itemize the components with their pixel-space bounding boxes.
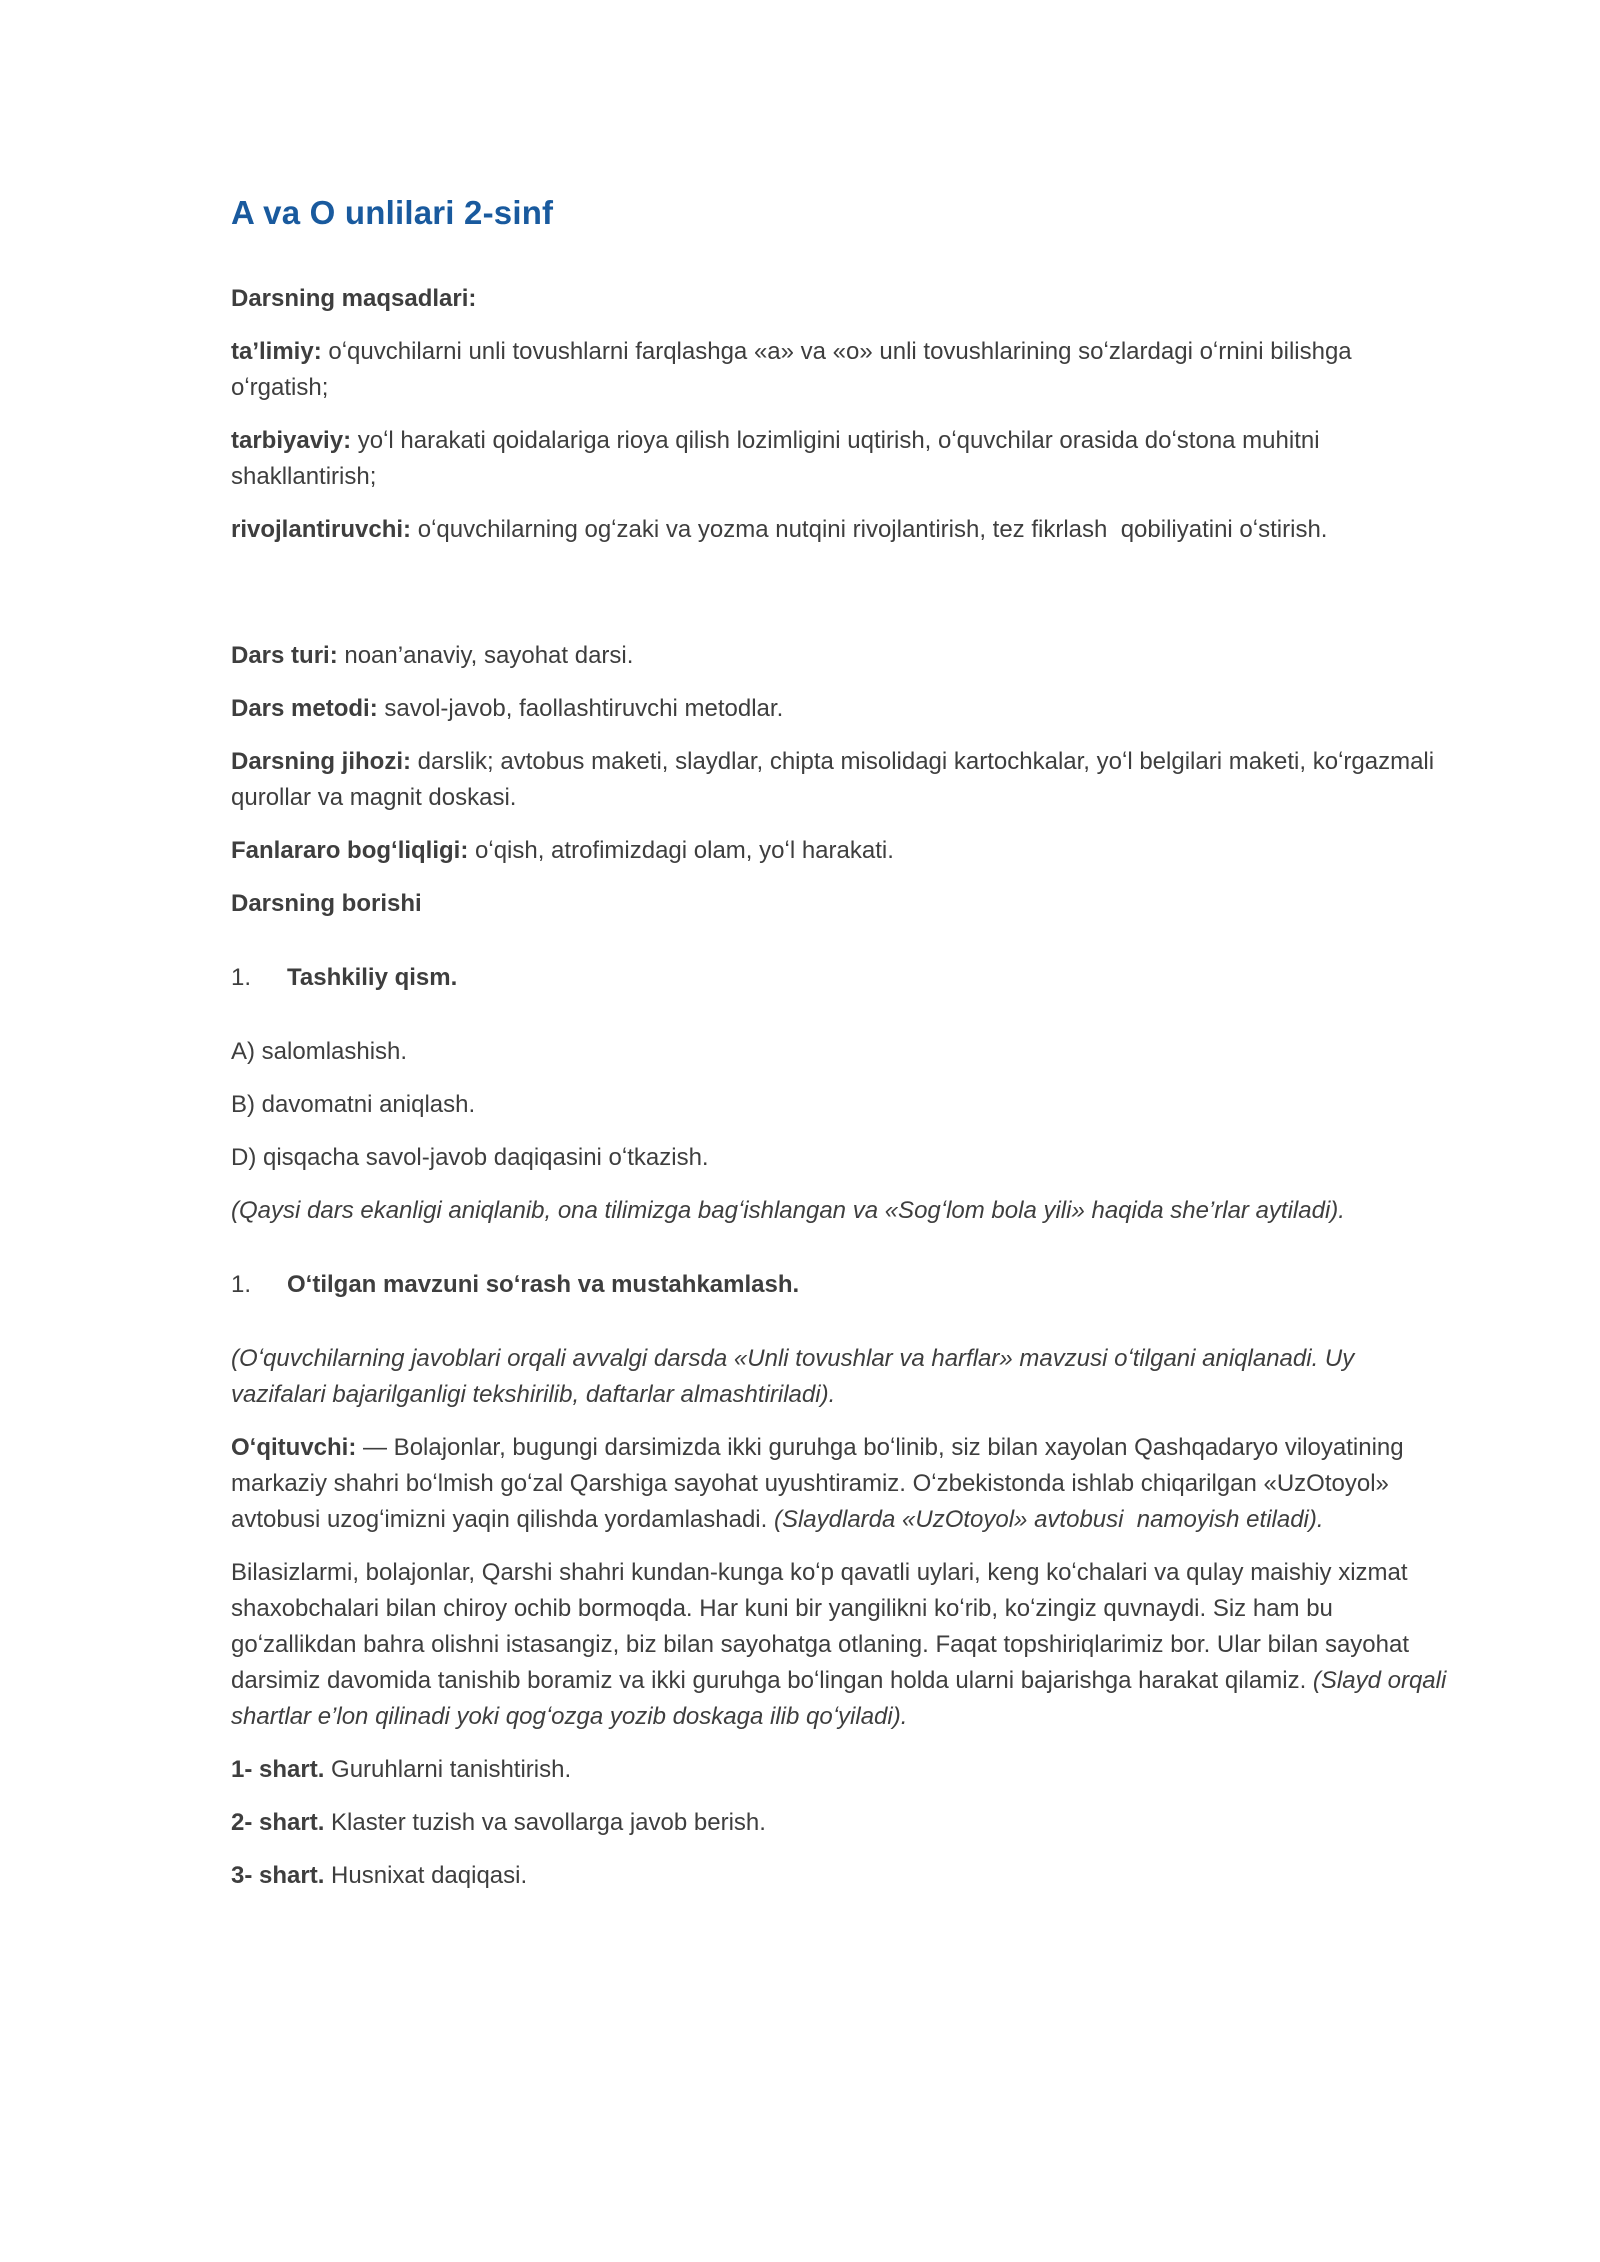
list-label: Tashkiliy qism. [287,964,458,991]
paragraph-talimiy [231,334,1450,406]
step-d: D) qisqacha savol-javob daqiqasini oʻtkazish. [231,1144,709,1171]
rivojlantiruvchi-text: oʻquvchilarning ogʻzaki va yozma nutqini rivojlantirish, tez fikrlash qobiliyatini oʻstirish. [411,516,1328,543]
list-number: 1. [231,964,252,991]
teacher-label: Oʻqituvchi: [231,1434,357,1461]
dars-turi-label: Dars turi: [231,642,338,669]
condition-2-text: Klaster tuzish va savollarga javob berish. [324,1809,766,1836]
list-number: 1. [231,1271,252,1298]
step-a: A) salomlashish. [231,1038,408,1065]
tarbiyaviy-text: yoʻl harakati qoidalariga rioya qilish lozimligini uqtirish, oʻquvchilar orasida doʻstona muhitni shakllantirish; [231,427,1320,490]
fanlararo-label: Fanlararo bogʻliqligi: [231,837,469,864]
talimiy-label: ta’limiy: [231,338,322,365]
list-item-tashkiliy-qism [231,960,1450,996]
dars-jihozi-text: darslik; avtobus maketi, slaydlar, chipta misolidagi kartochkalar, yoʻl belgilari maketi, koʻrgazmali qurollar va magnit doskasi. [231,748,1435,811]
note-paragraph-2: (Oʻquvchilarning javoblari orqali avvalgi darsda «Unli tovushlar va harflar» mavzusi oʻtilgani aniqlanadi. Uy vazifalari bajarilganligi tekshirilib, daftarlar almashtiriladi). [231,1345,1355,1408]
step-b: B) davomatni aniqlash. [231,1091,476,1118]
paragraph-tarbiyaviy [231,423,1450,495]
paragraph-dars-jihozi [231,744,1450,816]
fanlararo-text: oʻqish, atrofimizdagi olam, yoʻl harakati. [468,837,894,864]
teacher-text: — Bolajonlar, bugungi darsimizda ikki guruhga boʻlinib, siz bilan xayolan Qashqadaryo viloyatining markaziy shahri boʻlmish goʻzal Qarshiga sayohat uyushtiramiz. Oʻzbekistonda ishlab chiqarilgan «UzOtoyol» avtobusi uzogʻimizni yaqin qilishda yordamlashadi. [231,1434,1404,1533]
talimiy-text: oʻquvchilarni unli tovushlarni farqlashga «a» va «o» unli tovushlarining soʻzlardagi oʻrnini bilishga oʻrgatish; [231,338,1352,401]
list-item-otilgan-mavzu [231,1267,1450,1303]
dars-metodi-label: Dars metodi: [231,695,378,722]
paragraph-rivojlantiruvchi [231,512,1450,548]
teacher-stage-note: (Slaydlarda «UzOtoyol» avtobusi namoyish etiladi). [773,1506,1324,1533]
course-heading: Darsning borishi [231,890,422,917]
goals-heading: Darsning maqsadlari: [231,285,477,312]
teacher-paragraph [231,1430,1450,1538]
note-paragraph-1: (Qaysi dars ekanligi aniqlanib, ona tilimizga bagʻishlangan va «Sogʻlom bola yili» haqida she’rlar aytiladi). [231,1197,1345,1224]
tarbiyaviy-label: tarbiyaviy: [231,427,352,454]
condition-3-text: Husnixat daqiqasi. [324,1862,528,1889]
condition-3-paragraph [231,1858,1450,1894]
rivojlantiruvchi-label: rivojlantiruvchi: [231,516,412,543]
blank-line [231,565,1450,621]
dars-metodi-text: savol-javob, faollashtiruvchi metodlar. [377,695,784,722]
paragraph-fanlararo [231,833,1450,869]
city-description-text: Bilasizlarmi, bolajonlar, Qarshi shahri kundan-kunga koʻp qavatli uylari, keng koʻchalari va qulay maishiy xizmat shaxobchalari bilan chiroy ochib bormoqda. Har kuni bir yangilikni koʻrib, koʻzingiz quvnaydi. Siz ham bu goʻzallikdan bahra olishni istasangiz, biz bilan sayohatga otlaning. Faqat topshiriqlarimiz bor. Ular bilan sayohat darsimiz davomida tanishib boramiz va ikki guruhga boʻlingan holda ularni bajarishga harakat qilamiz. [231,1559,1410,1694]
dars-turi-text: noan’anaviy, sayohat darsi. [337,642,634,669]
paragraph-dars-metodi [231,691,1450,727]
condition-1-label: 1- shart. [231,1756,325,1783]
list-label: Oʻtilgan mavzuni soʻrash va mustahkamlash. [287,1271,800,1298]
paragraph-dars-turi [231,638,1450,674]
condition-1-paragraph [231,1752,1450,1788]
condition-1-text: Guruhlarni tanishtirish. [324,1756,572,1783]
page-title: A va O unlilari 2-sinf [231,194,554,231]
city-description-paragraph [231,1555,1450,1735]
city-description-stage-note: (Slayd orqali shartlar e’lon qilinadi yoki qogʻozga yozib doskaga ilib qoʻyiladi). [231,1667,1447,1730]
condition-2-paragraph [231,1805,1450,1841]
condition-2-label: 2- shart. [231,1809,325,1836]
condition-3-label: 3- shart. [231,1862,325,1889]
dars-jihozi-label: Darsning jihozi: [231,748,411,775]
